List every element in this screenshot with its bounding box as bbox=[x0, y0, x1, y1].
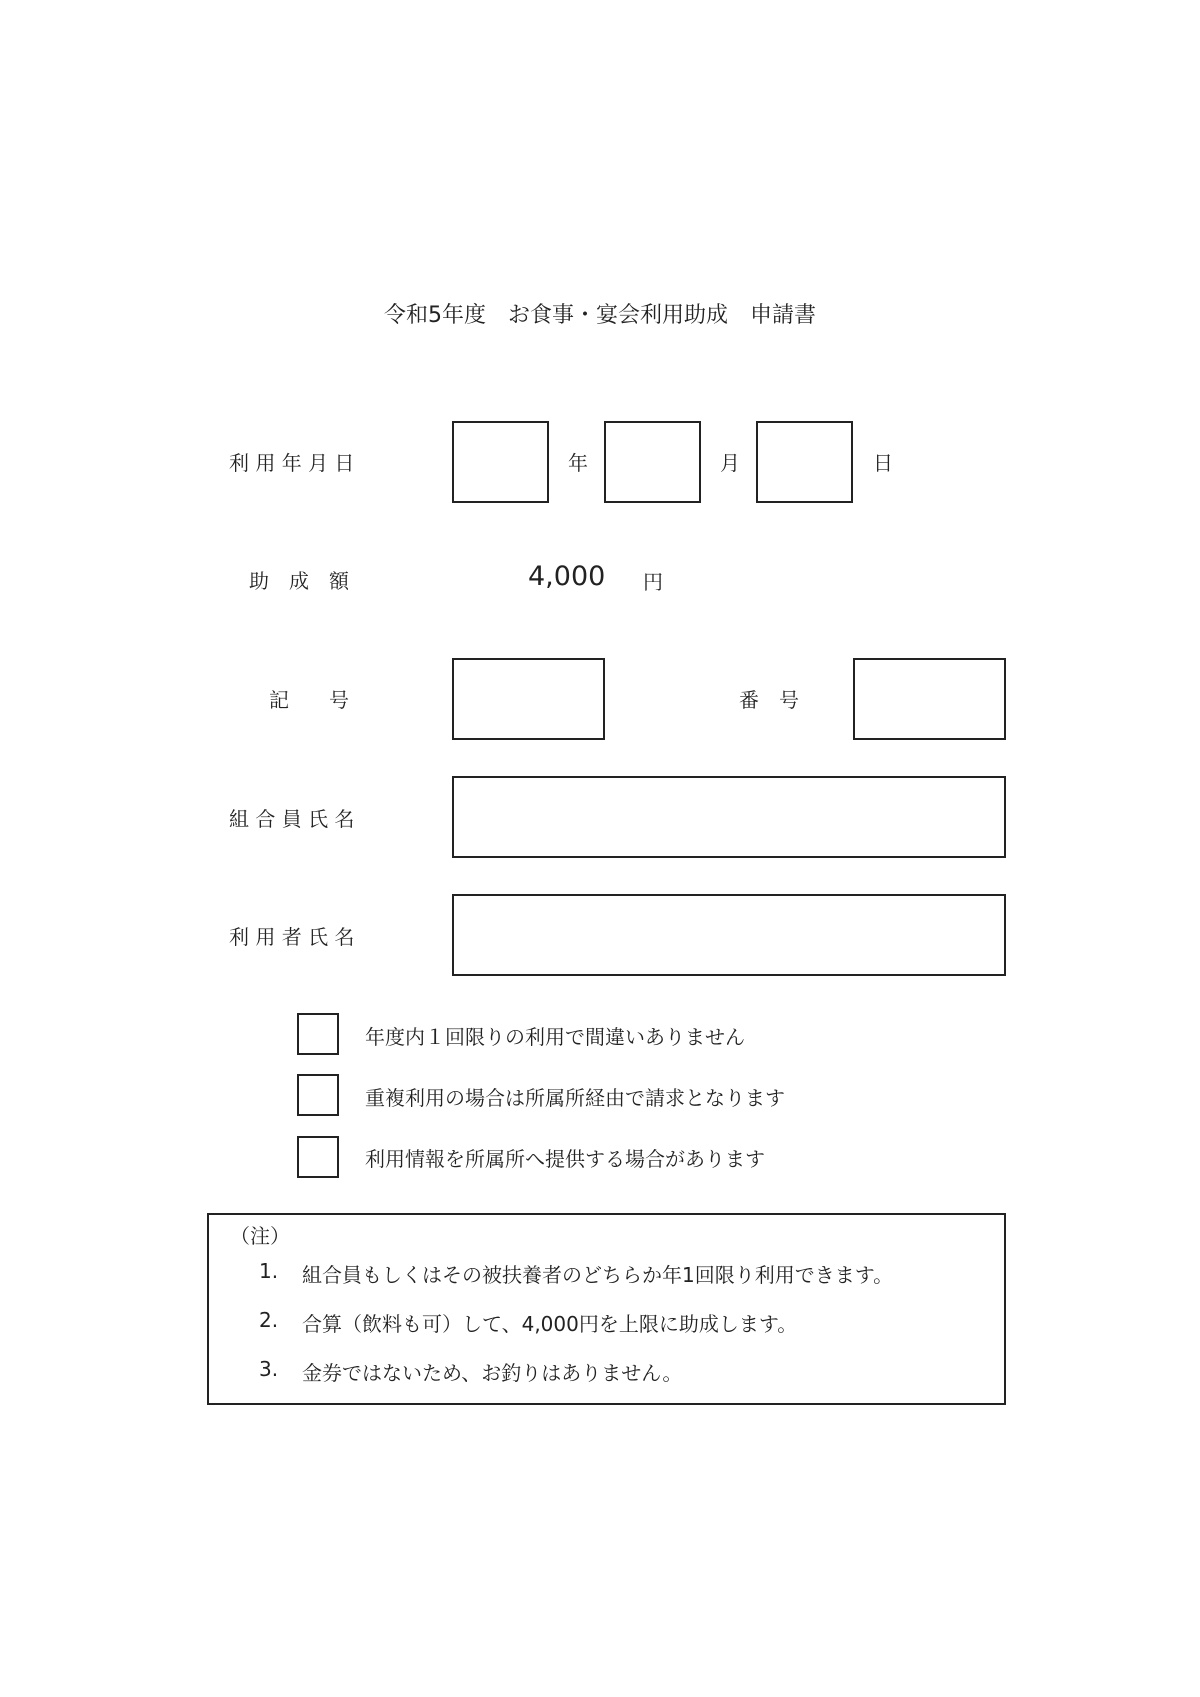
check-text-once-per-year: 年度内１回限りの利用で間違いありません bbox=[365, 1025, 745, 1049]
usage-date-label: 利 用 年 月 日 bbox=[229, 451, 355, 475]
check-text-info-sharing: 利用情報を所属所へ提供する場合があります bbox=[365, 1147, 765, 1171]
symbol-input-box[interactable] bbox=[452, 658, 605, 740]
note-number: 2. bbox=[259, 1308, 279, 1332]
checkbox-duplicate-use[interactable] bbox=[297, 1074, 339, 1116]
symbol-label: 記 号 bbox=[269, 688, 349, 712]
number-input-box[interactable] bbox=[853, 658, 1006, 740]
year-unit: 年 bbox=[568, 451, 588, 475]
subsidy-amount-label: 助 成 額 bbox=[249, 569, 349, 593]
checkbox-once-per-year[interactable] bbox=[297, 1013, 339, 1055]
currency-unit: 円 bbox=[643, 570, 663, 594]
note-number: 3. bbox=[259, 1357, 279, 1381]
month-unit: 月 bbox=[720, 451, 740, 475]
page-title: 令和5年度 お食事・宴会利用助成 申請書 bbox=[384, 303, 816, 328]
note-number: 1. bbox=[259, 1259, 279, 1283]
month-input-box[interactable] bbox=[604, 421, 701, 503]
note-text: 金券ではないため、お釣りはありません。 bbox=[302, 1361, 683, 1385]
notes-header: （注） bbox=[230, 1224, 290, 1248]
day-input-box[interactable] bbox=[756, 421, 853, 503]
user-name-input-box[interactable] bbox=[452, 894, 1006, 976]
subsidy-amount-value: 4,000 bbox=[528, 561, 606, 592]
year-input-box[interactable] bbox=[452, 421, 549, 503]
check-text-duplicate-use: 重複利用の場合は所属所経由で請求となります bbox=[365, 1086, 785, 1110]
number-label: 番 号 bbox=[739, 688, 799, 712]
note-text: 合算（飲料も可）して、4,000円を上限に助成します。 bbox=[302, 1312, 798, 1336]
checkbox-info-sharing[interactable] bbox=[297, 1136, 339, 1178]
user-name-label: 利 用 者 氏 名 bbox=[229, 925, 355, 949]
member-name-label: 組 合 員 氏 名 bbox=[229, 807, 355, 831]
day-unit: 日 bbox=[873, 451, 893, 475]
note-text: 組合員もしくはその被扶養者のどちらか年1回限り利用できます。 bbox=[302, 1263, 894, 1287]
member-name-input-box[interactable] bbox=[452, 776, 1006, 858]
